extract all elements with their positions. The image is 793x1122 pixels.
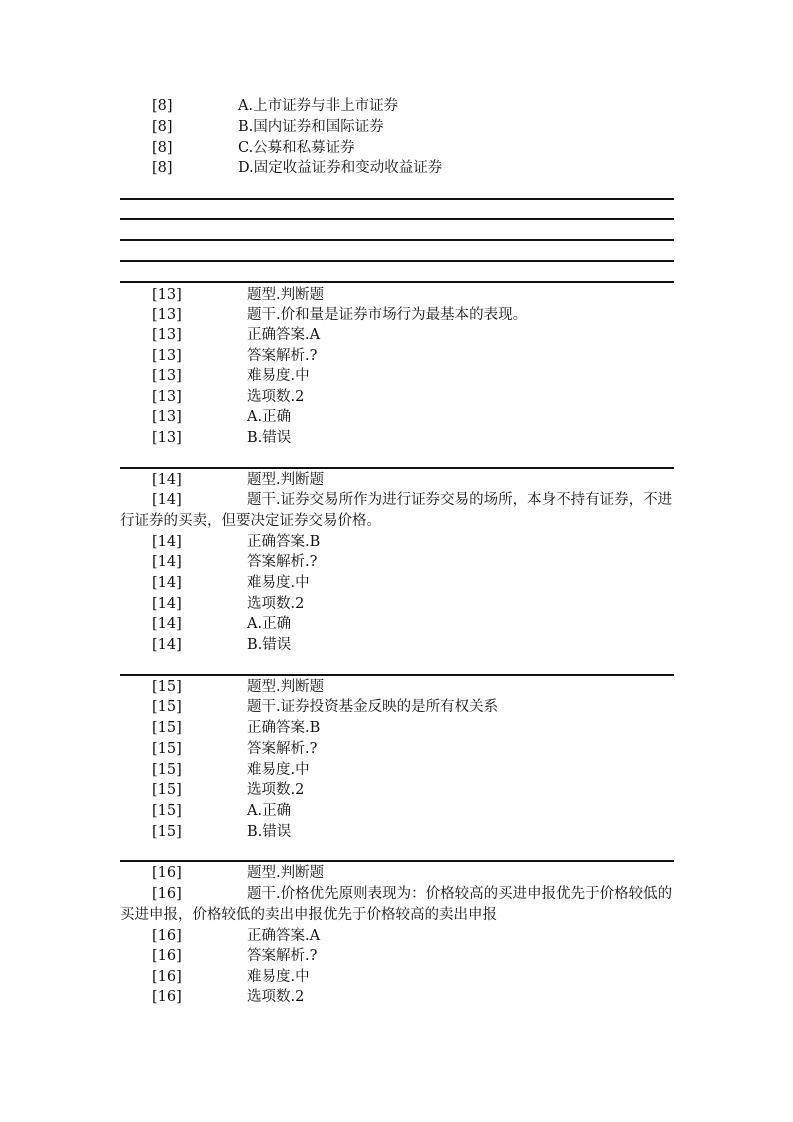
question-tag: [15] (152, 720, 182, 736)
difficulty: 难易度.中 (247, 575, 310, 591)
option-d-text: D.固定收益证券和变动收益证券 (238, 160, 443, 176)
question-tag: [16] (152, 886, 182, 902)
correct-answer: 正确答案.A (247, 327, 321, 343)
question-stem: 题干.价格优先原则表现为：价格较高的买进申报优先于价格较低的买进申报，价格较低的卖出申报优先于价格较高的卖出申报 (120, 886, 673, 923)
question-stem: 题干.价和量是证券市场行为最基本的表现。 (247, 307, 528, 323)
option-a: A.正确 (247, 616, 292, 632)
option-count: 选项数.2 (247, 596, 305, 612)
question-tag: [14] (152, 534, 182, 550)
question-tag: [13] (152, 327, 182, 343)
question-tag: [15] (152, 824, 182, 840)
answer-analysis: 答案解析.? (247, 554, 318, 570)
option-count: 选项数.2 (247, 782, 305, 798)
separator-rule (120, 239, 674, 241)
question-tag: [15] (152, 782, 182, 798)
question-tag: [15] (152, 803, 182, 819)
question-tag: [16] (152, 928, 182, 944)
question-tag: [15] (152, 741, 182, 757)
difficulty: 难易度.中 (247, 368, 310, 384)
correct-answer: 正确答案.A (247, 928, 321, 944)
separator-rule (120, 860, 674, 862)
option-count: 选项数.2 (247, 989, 305, 1005)
question-tag: [14] (152, 637, 182, 653)
answer-analysis: 答案解析.? (247, 348, 318, 364)
question-tag: [13] (152, 287, 182, 303)
option-b: B.错误 (247, 824, 292, 840)
difficulty: 难易度.中 (247, 969, 310, 985)
separator-rule (120, 218, 674, 220)
answer-analysis: 答案解析.? (247, 741, 318, 757)
separator-rule (120, 281, 674, 283)
question-tag: [16] (152, 989, 182, 1005)
question-tag: [8] (152, 119, 173, 135)
option-a-text: A.上市证券与非上市证券 (238, 98, 399, 114)
separator-rule (120, 467, 674, 469)
question-tag: [15] (152, 679, 182, 695)
option-b: B.错误 (247, 637, 292, 653)
answer-analysis: 答案解析.? (247, 948, 318, 964)
question-tag: [13] (152, 368, 182, 384)
difficulty: 难易度.中 (247, 762, 310, 778)
correct-answer: 正确答案.B (247, 534, 321, 550)
question-tag: [14] (152, 554, 182, 570)
question-tag: [8] (152, 98, 173, 114)
question-16-stem (120, 884, 674, 926)
option-b-text: B.国内证券和国际证券 (238, 119, 384, 135)
question-tag: [13] (152, 348, 182, 364)
option-a: A.正确 (247, 409, 292, 425)
question-tag: [14] (152, 616, 182, 632)
option-c-text: C.公募和私募证券 (238, 140, 355, 156)
separator-rule (120, 260, 674, 262)
correct-answer: 正确答案.B (247, 720, 321, 736)
question-tag: [16] (152, 948, 182, 964)
question-tag: [13] (152, 409, 182, 425)
question-type: 题型.判断题 (247, 679, 325, 695)
question-tag: [8] (152, 140, 173, 156)
option-b: B.错误 (247, 430, 292, 446)
separator-rule (120, 674, 674, 676)
question-14-stem (120, 490, 674, 532)
question-type: 题型.判断题 (247, 472, 325, 488)
question-tag: [13] (152, 307, 182, 323)
question-tag: [13] (152, 430, 182, 446)
question-tag: [15] (152, 762, 182, 778)
question-tag: [14] (152, 472, 182, 488)
question-tag: [13] (152, 389, 182, 405)
question-type: 题型.判断题 (247, 865, 325, 881)
question-tag: [14] (152, 492, 182, 508)
question-tag: [8] (152, 160, 173, 176)
question-stem: 题干.证券投资基金反映的是所有权关系 (247, 699, 499, 715)
question-type: 题型.判断题 (247, 287, 325, 303)
question-tag: [14] (152, 596, 182, 612)
separator-rule (120, 198, 674, 200)
option-count: 选项数.2 (247, 389, 305, 405)
question-stem: 题干.证券交易所作为进行证券交易的场所，本身不持有证券，不进行证券的买卖，但要决定证券交易价格。 (120, 492, 673, 529)
question-tag: [14] (152, 575, 182, 591)
question-tag: [16] (152, 865, 182, 881)
question-tag: [15] (152, 699, 182, 715)
option-a: A.正确 (247, 803, 292, 819)
question-tag: [16] (152, 969, 182, 985)
